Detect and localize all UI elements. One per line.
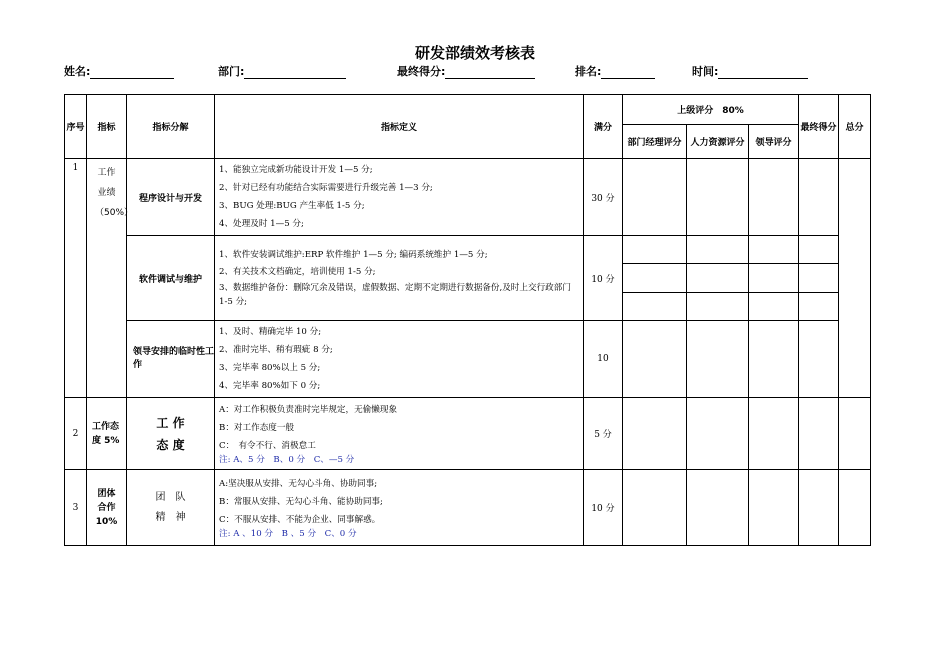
row3-name: 团 队 精 神 (127, 470, 215, 546)
score-cell[interactable] (623, 398, 687, 470)
definition-line: 3、BUG 处理:BUG 产生率低 1-5 分; (219, 201, 365, 211)
header-final: 最终得分 (799, 95, 839, 159)
evaluation-table (64, 94, 871, 546)
header-leader: 领导评分 (749, 125, 799, 159)
final-score-field (397, 63, 535, 79)
time-field (692, 63, 808, 79)
score-cell[interactable] (749, 398, 799, 470)
name-field (64, 63, 174, 79)
score-cell[interactable] (799, 321, 839, 398)
row1-sub3-definition (215, 321, 584, 398)
dept-field (218, 63, 346, 79)
final-score-blank (445, 68, 535, 79)
score-cell[interactable] (799, 470, 839, 546)
score-cell[interactable] (687, 398, 749, 470)
score-cell[interactable] (687, 470, 749, 546)
score-cell[interactable] (839, 470, 871, 546)
score-cell[interactable] (623, 470, 687, 546)
row3-score: 10 分 (584, 470, 623, 546)
page-title: 研发部绩效考核表 (414, 44, 535, 62)
row1-sub2-score: 10 分 (584, 236, 623, 321)
score-cell[interactable] (687, 321, 749, 398)
row1-sub1-definition (215, 159, 584, 236)
row1-sub1-name: 程序设计与开发 (127, 159, 215, 236)
score-cell (749, 236, 799, 321)
definition-line: B：常服从安排、无勾心斗角、能协助同事; (219, 497, 383, 507)
definition-line: 4、完毕率 80%如下 0 分; (219, 381, 321, 391)
score-cell[interactable] (749, 470, 799, 546)
score-cell[interactable] (687, 159, 749, 236)
row1-sub1-score: 30 分 (584, 159, 623, 236)
definition-line: C：不服从安排、不能为企业、同事解惑。 (219, 515, 381, 525)
table-row (65, 236, 871, 321)
dept-label: 部门: (218, 65, 245, 78)
score-cell[interactable] (799, 159, 839, 236)
header-breakdown: 指标分解 (127, 95, 215, 159)
score-cell (687, 236, 749, 321)
score-cell[interactable] (623, 159, 687, 236)
row1-sub3-score: 10 (584, 321, 623, 398)
row3-seq: 3 (65, 470, 87, 546)
table-row (65, 470, 871, 546)
score-note: 注: A 、10 分 B 、5 分 C、0 分 (219, 529, 357, 539)
row1-indicator: 工作业绩（50%） (87, 159, 127, 398)
header-dept-manager: 部门经理评分 (623, 125, 687, 159)
score-cell[interactable] (839, 398, 871, 470)
rank-field (575, 63, 655, 79)
definition-line: C： 有令不行、消极怠工 (219, 441, 316, 451)
definition-line: 3、完毕率 80%以上 5 分; (219, 363, 321, 373)
definition-line: A:坚决服从安排、无勾心斗角、协助同事; (219, 479, 378, 489)
score-cell[interactable] (623, 321, 687, 398)
score-cell[interactable] (749, 321, 799, 398)
rank-label: 排名: (575, 65, 602, 78)
score-cell[interactable] (799, 398, 839, 470)
header-row (65, 95, 871, 125)
definition-line: 1、及时、精确完毕 10 分; (219, 327, 322, 337)
header-superior: 上级评分 80% (623, 95, 799, 125)
rank-blank (601, 68, 655, 79)
score-cell (623, 236, 687, 321)
table-row (65, 321, 871, 398)
row2-seq: 2 (65, 398, 87, 470)
definition-line: 2、准时完毕、稍有瑕疵 8 分; (219, 345, 333, 355)
row1-sub2-definition (215, 236, 584, 321)
definition-line: A：对工作积极负责准时完毕规定，无偷懒现象 (219, 405, 398, 415)
time-blank (718, 68, 808, 79)
definition-line: 1、能独立完成新功能设计开发 1—5 分; (219, 165, 373, 175)
name-blank (90, 68, 174, 79)
score-cell (799, 236, 839, 321)
row1-sub2-name: 软件调试与维护 (127, 236, 215, 321)
row3-definition (215, 470, 584, 546)
row3-indicator: 团体合作 10% (87, 470, 127, 546)
definition-line: 4、处理及时 1—5 分; (219, 219, 304, 229)
header-seq: 序号 (65, 95, 87, 159)
definition-line: B：对工作态度一般 (219, 423, 295, 433)
definition-line: 1、软件安装调试维护:ERP 软件维护 1—5 分; 编码系统维护 1—5 分; (219, 250, 488, 260)
row1-total[interactable] (839, 159, 871, 398)
final-score-label: 最终得分: (397, 65, 446, 78)
header-total: 总分 (839, 95, 871, 159)
row2-definition (215, 398, 584, 470)
score-note: 注: A、5 分 B、0 分 C、—5 分 (219, 455, 355, 465)
header-indicator: 指标 (87, 95, 127, 159)
score-cell[interactable] (749, 159, 799, 236)
row2-indicator: 工作态度 5% (87, 398, 127, 470)
row2-score: 5 分 (584, 398, 623, 470)
time-label: 时间: (692, 65, 719, 78)
definition-line: 3、数据维护备份：删除冗余及错误，虚假数据、定期不定期进行数据备份,及时上交行政部门 1-5 分; (219, 283, 571, 307)
dept-blank (244, 68, 346, 79)
definition-line: 2、针对已经有功能结合实际需要进行升级完善 1—3 分; (219, 183, 433, 193)
header-hr: 人力资源评分 (687, 125, 749, 159)
header-full-score: 满分 (584, 95, 623, 159)
name-label: 姓名: (64, 65, 91, 78)
header-definition: 指标定义 (215, 95, 584, 159)
row1-sub3-name: 领导安排的临时性工作 (127, 321, 215, 398)
table-row (65, 159, 871, 236)
row1-seq: 1 (65, 159, 87, 398)
table-row (65, 398, 871, 470)
definition-line: 2、有关技术文档确定，培训使用 1-5 分; (219, 267, 376, 277)
row2-name: 工 作 态 度 (127, 398, 215, 470)
